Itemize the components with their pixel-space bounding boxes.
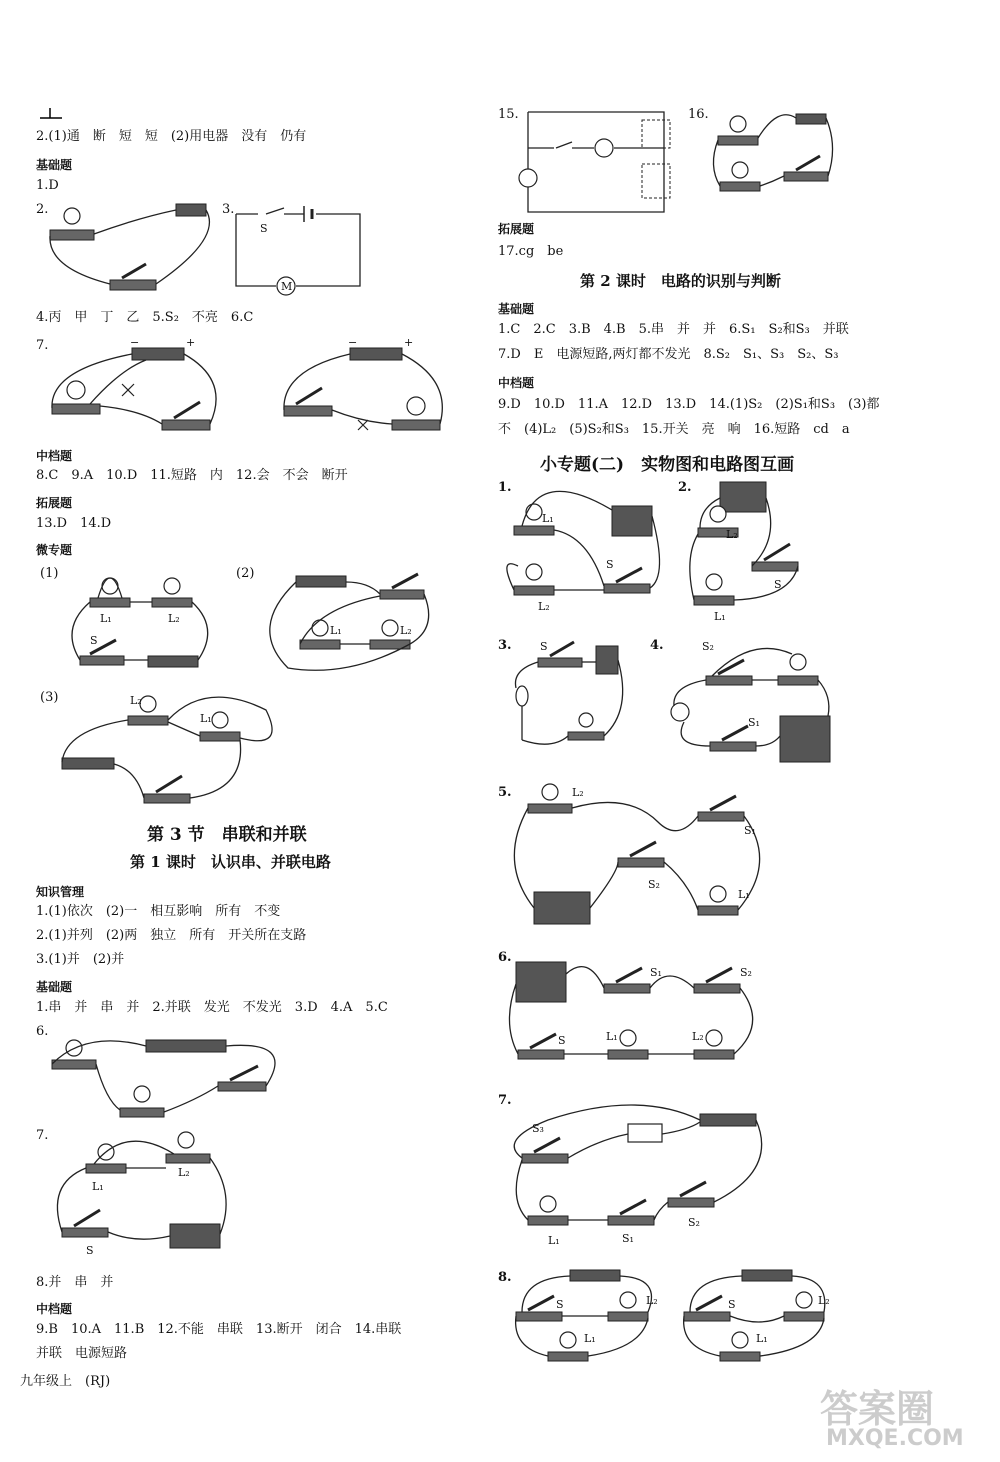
answer-line: 1.D <box>36 178 59 193</box>
svg-text:S: S <box>728 1298 736 1311</box>
section-heading: 拓展题 <box>36 496 73 510</box>
question-number: 8. <box>498 1270 512 1285</box>
question-number: 2. <box>678 480 692 495</box>
answer-line: 13.D 14.D <box>36 516 112 531</box>
svg-text:L₂: L₂ <box>168 612 180 625</box>
base-plate <box>50 230 94 240</box>
question-number: 5. <box>498 785 512 800</box>
section-heading: 知识管理 <box>36 885 85 899</box>
svg-text:L₁: L₁ <box>606 1030 618 1043</box>
svg-text:L₂: L₂ <box>646 1294 658 1307</box>
svg-text:S₂: S₂ <box>740 966 752 979</box>
svg-text:S₁: S₁ <box>650 966 662 979</box>
page-footer: 九年级上 (RJ) <box>20 1374 111 1389</box>
section-title: 第 3 节 串联和并联 <box>147 825 307 845</box>
lesson-title: 第 1 课时 认识串、并联电路 <box>130 853 331 871</box>
circuit-diagram-q7-b <box>282 336 452 436</box>
switch-lever-icon <box>122 264 146 278</box>
svg-text:S: S <box>774 578 782 591</box>
section-heading: 基础题 <box>498 302 535 316</box>
circuit-diagram-t1 <box>508 476 678 613</box>
question-number: 3. <box>498 638 512 653</box>
svg-text:S₂: S₂ <box>648 878 660 891</box>
svg-text:L₁: L₁ <box>100 612 112 625</box>
section-heading: 中档题 <box>498 376 535 390</box>
svg-text:L₂: L₂ <box>538 600 550 613</box>
svg-text:S: S <box>540 640 548 653</box>
svg-text:L₁: L₁ <box>548 1234 560 1247</box>
svg-text:L₁: L₁ <box>542 512 554 525</box>
svg-text:S: S <box>86 1244 94 1257</box>
circuit-diagram-t5 <box>508 782 768 932</box>
svg-text:+: + <box>186 336 196 349</box>
svg-text:L₁: L₁ <box>714 610 726 623</box>
section-heading: 微专题 <box>36 543 73 557</box>
question-number: 6. <box>36 1024 49 1039</box>
svg-text:S: S <box>556 1298 564 1311</box>
sub-question-number: (3) <box>40 690 59 705</box>
answer-line: 3.(1)并 (2)并 <box>36 952 125 967</box>
circuit-diagram-micro-1 <box>60 568 220 678</box>
circuit-diagram-t7 <box>508 1100 788 1250</box>
circuit-diagram-micro-3 <box>56 690 276 810</box>
circuit-diagram-micro-2 <box>258 568 438 678</box>
circuit-diagram-t8-b <box>680 1268 840 1368</box>
circuit-diagram-t4 <box>662 636 842 766</box>
switch-label: S <box>260 222 268 235</box>
answer-line: 2.(1)并列 (2)两 独立 所有 开关所在支路 <box>36 928 307 943</box>
svg-text:L₁: L₁ <box>200 712 212 725</box>
circuit-diagram-q16 <box>708 106 838 196</box>
svg-text:L₂: L₂ <box>692 1030 704 1043</box>
question-number: 4. <box>650 638 664 653</box>
circuit-diagram-q3 <box>236 206 366 293</box>
section-heading: 中档题 <box>36 1302 73 1316</box>
question-number: 3. <box>222 202 235 217</box>
circuit-diagram-q2 <box>48 198 228 298</box>
lesson-title: 第 2 课时 电路的识别与判断 <box>580 272 781 290</box>
circuit-diagram-t6 <box>508 954 768 1074</box>
svg-text:+: + <box>404 336 414 349</box>
answer-line: 17.cg be <box>498 244 564 259</box>
question-number: 15. <box>498 107 519 122</box>
svg-text:L₂: L₂ <box>130 694 142 707</box>
question-number: 6. <box>498 950 512 965</box>
question-number: 7. <box>36 338 49 353</box>
svg-text:S₂: S₂ <box>702 640 714 653</box>
svg-text:L₁: L₁ <box>584 1332 596 1345</box>
answer-line: 1.(1)依次 (2)一 相互影响 所有 不变 <box>36 904 281 919</box>
motor-icon <box>628 1124 662 1142</box>
circuit-diagram-q7-a <box>50 336 230 436</box>
question-number: 7. <box>498 1093 512 1108</box>
question-number: 2. <box>36 202 49 217</box>
svg-text:L₂: L₂ <box>400 624 412 637</box>
svg-text:L₁: L₁ <box>92 1180 104 1193</box>
circuit-diagram-t8-a <box>512 1268 672 1368</box>
answer-line: 8.并 串 并 <box>36 1275 114 1290</box>
svg-text:−: − <box>348 336 358 349</box>
topic-title: 小专题(二) 实物图和电路图互画 <box>540 455 795 475</box>
corner-mark <box>36 104 66 124</box>
battery-icon <box>176 204 206 216</box>
answer-line: 4.丙 甲 丁 乙 5.S₂ 不亮 6.C <box>36 310 254 325</box>
bulb-icon <box>64 208 80 224</box>
question-number: 1. <box>498 480 512 495</box>
svg-text:L₁: L₁ <box>756 1332 768 1345</box>
svg-text:S: S <box>558 1034 566 1047</box>
answer-line: 并联 电源短路 <box>36 1346 128 1361</box>
circuit-diagram-q7-lower <box>46 1124 246 1264</box>
question-number: 7. <box>36 1128 49 1143</box>
svg-text:L₂: L₂ <box>572 786 584 799</box>
answer-line: 8.C 9.A 10.D 11.短路 内 12.会 不会 断开 <box>36 468 348 483</box>
svg-text:S: S <box>90 634 98 647</box>
section-heading: 中档题 <box>36 449 73 463</box>
question-number: 16. <box>688 107 709 122</box>
svg-text:−: − <box>130 336 140 349</box>
sub-question-number: (2) <box>236 566 255 581</box>
circuit-diagram-q6 <box>46 1030 296 1120</box>
circuit-diagram-q15 <box>524 112 674 212</box>
circuit-diagram-t2 <box>690 478 810 623</box>
watermark-logo: 答案圈 <box>820 1387 935 1431</box>
answer-line: 9.D 10.D 11.A 12.D 13.D 14.(1)S₂ (2)S₁和S₃ (3)都 <box>498 397 880 412</box>
answer-line: 不 (4)L₂ (5)S₂和S₃ 15.开关 亮 响 16.短路 cd a <box>498 422 850 437</box>
svg-text:L₁: L₁ <box>738 888 750 901</box>
answer-line: 1.串 并 串 并 2.并联 发光 不发光 3.D 4.A 5.C <box>36 1000 388 1015</box>
answer-line: 7.D E 电源短路,两灯都不发光 8.S₂ S₁、S₃ S₂、S₃ <box>498 347 839 362</box>
svg-text:S₃: S₃ <box>532 1122 544 1135</box>
svg-text:L₁: L₁ <box>330 624 342 637</box>
watermark-url: MXQE.COM <box>826 1426 964 1451</box>
section-heading: 基础题 <box>36 158 73 172</box>
svg-text:L₂: L₂ <box>818 1294 830 1307</box>
svg-text:S: S <box>606 558 614 571</box>
sub-question-number: (1) <box>40 566 59 581</box>
svg-text:S₁: S₁ <box>744 824 756 837</box>
svg-text:S₁: S₁ <box>748 716 760 729</box>
answer-line: 9.B 10.A 11.B 12.不能 串联 13.断开 闭合 14.串联 <box>36 1322 402 1337</box>
svg-text:L₂: L₂ <box>178 1166 190 1179</box>
svg-text:S₁: S₁ <box>622 1232 634 1245</box>
section-heading: 基础题 <box>36 980 73 994</box>
motor-label: M <box>281 280 293 293</box>
svg-text:L₂: L₂ <box>726 528 738 541</box>
switch-base <box>110 280 156 290</box>
answer-line: 1.C 2.C 3.B 4.B 5.串 并 并 6.S₁ S₂和S₃ 并联 <box>498 322 849 337</box>
circuit-diagram-t3 <box>512 640 632 750</box>
section-heading: 拓展题 <box>498 222 535 236</box>
answer-line: 2.(1)通 断 短 短 (2)用电器 没有 仍有 <box>36 129 307 144</box>
svg-text:S₂: S₂ <box>688 1216 700 1229</box>
